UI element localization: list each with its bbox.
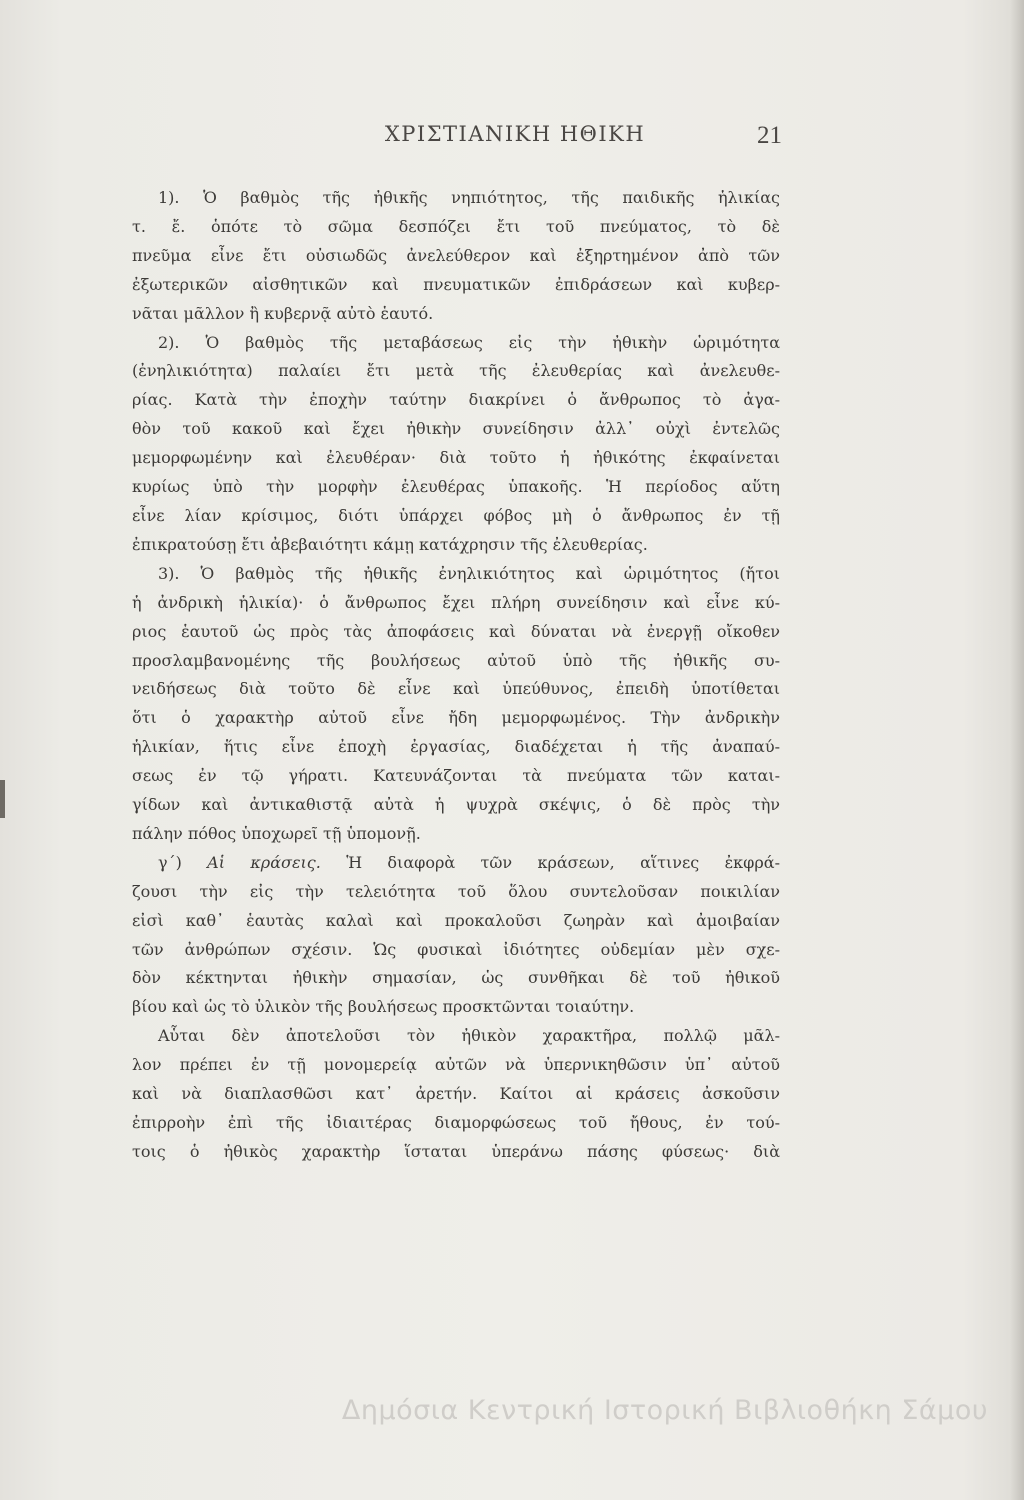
text-line: πάλην πόθος ὑποχωρεῖ τῇ ὑπομονῇ. xyxy=(132,823,421,843)
text-line: προσλαμβανομένης τῆς βουλήσεως αὐτοῦ ὑπὸ τῆς ἠθικῆς συ- xyxy=(132,650,780,670)
page-number: 21 xyxy=(757,122,782,149)
text-line: πνεῦμα εἶνε ἔτι οὐσιωδῶς ἀνελεύθερον καὶ ἐξηρτημένον ἀπὸ τῶν xyxy=(132,245,780,265)
text-line: ὅτι ὁ χαρακτὴρ αὐτοῦ εἶνε ἤδη μεμορφωμένος. Τὴν ἀνδρικὴν xyxy=(132,708,780,728)
text-line: ἐπιρροὴν ἐπὶ τῆς ἰδιαιτέρας διαμορφώσεως τοῦ ἤθους, ἐν τού- xyxy=(132,1113,780,1132)
text-line: Αὗται δὲν ἀποτελοῦσι τὸν ἠθικὸν χαρακτῆρα, πολλῷ μᾶλ- xyxy=(158,1026,780,1046)
page-edge-shadow xyxy=(1010,0,1024,1500)
paragraph-3 xyxy=(132,560,780,849)
text-line: (ἐνηλικιότητα) παλαίει ἔτι μετὰ τῆς ἐλευθερίας καὶ ἀνελευθε- xyxy=(132,361,780,381)
text-line: τ. ἔ. ὁπότε τὸ σῶμα δεσπόζει ἔτι τοῦ πνεύματος, τὸ δὲ xyxy=(132,216,780,236)
text-line xyxy=(132,849,780,878)
text-line: ἡλικίαν, ἥτις εἶνε ἐποχὴ ἐργασίας, διαδέχεται ἡ τῆς ἀναπαύ- xyxy=(132,737,780,757)
text-line: γίδων καὶ ἀντικαθιστᾷ αὐτὰ ἡ ψυχρὰ σκέψις, ὁ δὲ πρὸς τὴν xyxy=(132,795,780,815)
text-line: τοις ὁ ἠθικὸς χαρακτὴρ ἵσταται ὑπεράνω πάσης φύσεως· διὰ xyxy=(132,1141,780,1161)
text-line: ριος ἑαυτοῦ ὡς πρὸς τὰς ἀποφάσεις καὶ δύναται νὰ ἐνεργῇ οἴκοθεν xyxy=(132,621,780,641)
text-line: δὸν κέκτηνται ἠθικὴν σημασίαν, ὡς συνθῆκαι δὲ τοῦ ἠθικοῦ xyxy=(132,968,780,988)
text-line: νειδήσεως διὰ τοῦτο δὲ εἶνε καὶ ὑπεύθυνος, ἐπειδὴ ὑποτίθεται xyxy=(132,679,780,699)
text-line: εἰσὶ καθ᾽ ἑαυτὰς καλαὶ καὶ προκαλοῦσι ζωηρὰν καὶ ἀμοιβαίαν xyxy=(132,910,780,930)
running-head: ΧΡΙΣΤΙΑΝΙΚΗ ΗΘΙΚΗ xyxy=(384,122,646,146)
text-line: 3). Ὁ βαθμὸς τῆς ἠθικῆς ἐνηλικιότητος καὶ ὡριμότητος (ἤτοι xyxy=(158,563,780,583)
text-line: ἐξωτερικῶν αἰσθητικῶν καὶ πνευματικῶν ἐπιδράσεων καὶ κυβερ- xyxy=(132,274,780,294)
section-label: γ´) xyxy=(158,852,182,872)
page-header xyxy=(0,122,1024,162)
text-line: ρίας. Κατὰ τὴν ἐποχὴν ταύτην διακρίνει ὁ ἄνθρωπος τὸ ἀγα- xyxy=(132,390,780,410)
text-line: 1). Ὁ βαθμὸς τῆς ἠθικῆς νηπιότητος, τῆς παιδικῆς ἡλικίας xyxy=(158,188,780,207)
text-line: μεμορφωμένην καὶ ἐλευθέραν· διὰ τοῦτο ἡ ἠθικότης ἐκφαίνεται xyxy=(132,448,780,468)
section-heading: Αἱ κράσεις. xyxy=(207,852,321,872)
text-line: ἡ ἀνδρικὴ ἡλικία)· ὁ ἄνθρωπος ἔχει πλήρη συνείδησιν καὶ εἶνε κύ- xyxy=(132,592,780,612)
paragraph-4-temperaments xyxy=(132,849,780,1022)
text-line: 2). Ὁ βαθμὸς τῆς μεταβάσεως εἰς τὴν ἠθικὴν ὡριμότητα xyxy=(158,332,780,352)
text-line: τῶν ἀνθρώπων σχέσιν. Ὡς φυσικαὶ ἰδιότητες οὐδεμίαν μὲν σχε- xyxy=(132,939,780,959)
text-line: λον πρέπει ἐν τῇ μονομερείᾳ αὐτῶν νὰ ὑπερνικηθῶσιν ὑπ᾽ αὐτοῦ xyxy=(132,1055,780,1075)
paragraph-1 xyxy=(132,184,780,329)
text-line: εἶνε λίαν κρίσιμος, διότι ὑπάρχει φόβος μὴ ὁ ἄνθρωπος ἐν τῇ xyxy=(132,505,780,525)
text-line: καὶ νὰ διαπλασθῶσι κατ᾽ ἀρετήν. Καίτοι αἱ κράσεις ἀσκοῦσιν xyxy=(132,1084,780,1104)
text-line: ἐπικρατούσῃ ἔτι ἀβεβαιότητι κάμῃ κατάχρησιν τῆς ἐλευθερίας. xyxy=(132,534,648,554)
paragraph-2 xyxy=(132,329,780,560)
paragraph-5 xyxy=(132,1022,780,1167)
text-line: σεως ἐν τῷ γήρατι. Κατευνάζονται τὰ πνεύματα τῶν καται- xyxy=(132,766,780,786)
body-text xyxy=(132,184,780,1167)
text-line: ζουσι τὴν εἰς τὴν τελειότητα τοῦ ὅλου συντελοῦσαν ποικιλίαν xyxy=(132,881,780,901)
text-line: κυρίως ὑπὸ τὴν μορφὴν ἐλευθέρας ὑπακοῆς. Ἡ περίοδος αὕτη xyxy=(132,477,780,497)
library-watermark: Δημόσια Κεντρική Ιστορική Βιβλιοθήκη Σάμου xyxy=(341,1395,988,1426)
text-line: βίου καὶ ὡς τὸ ὑλικὸν τῆς βουλήσεως προσκτῶνται τοιαύτην. xyxy=(132,997,635,1017)
scan-edge-mark xyxy=(0,780,5,818)
heading-line-rest: Ἡ διαφορὰ τῶν κράσεων, αἵτινες ἐκφρά- xyxy=(346,852,780,872)
text-line: νᾶται μᾶλλον ἢ κυβερνᾷ αὐτὸ ἑαυτό. xyxy=(132,303,434,323)
text-line: θὸν τοῦ κακοῦ καὶ ἔχει ἠθικὴν συνείδησιν ἀλλ᾽ οὐχὶ ἐντελῶς xyxy=(132,419,780,439)
